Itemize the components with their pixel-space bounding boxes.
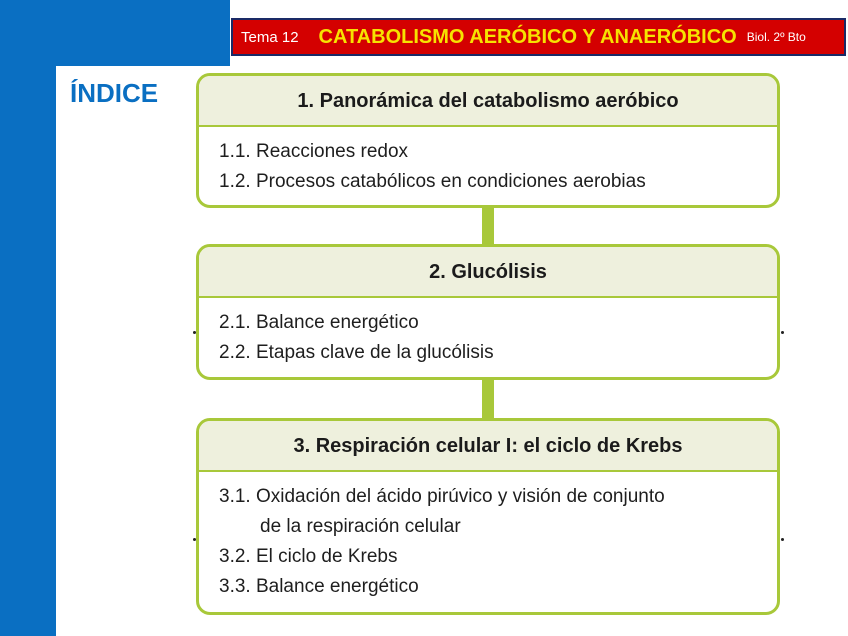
section-item-3-1-cont: de la respiración celular [260,516,461,537]
section-item-1-1: 1.1. Reacciones redox [219,141,409,162]
header-tema: Tema 12 [241,28,299,46]
section-item-1-2: 1.2. Procesos catabólicos en condiciones aerobias [219,171,646,192]
header-bar [231,18,846,56]
header-title: CATABOLISMO AERÓBICO Y ANAERÓBICO [318,25,737,48]
section-box-1 [196,73,780,208]
section-item-3-3: 3.3. Balance energético [219,576,419,597]
connector-1-2 [482,206,494,246]
connector-2-3 [482,378,494,420]
stray-dot [781,331,784,334]
section-item-3-1: 3.1. Oxidación del ácido pirúvico y visión de conjunto [219,486,665,507]
stray-dot [193,331,196,334]
left-blue-bar [0,0,56,636]
section-items-3 [199,472,777,602]
indice-heading: ÍNDICE [70,78,159,108]
section-items-1 [199,127,777,197]
section-title-1: 1. Panorámica del catabolismo aeróbico [199,76,777,127]
section-item-3-2: 3.2. El ciclo de Krebs [219,546,398,567]
stray-dot [781,538,784,541]
section-item-2-2: 2.2. Etapas clave de la glucólisis [219,342,494,363]
section-box-2 [196,244,780,380]
section-item-2-1: 2.1. Balance energético [219,312,419,333]
section-title-2: 2. Glucólisis [199,247,777,298]
section-box-3 [196,418,780,615]
stray-dot [193,538,196,541]
section-items-2 [199,298,777,368]
header-course: Biol. 2º Bto [746,30,806,44]
section-title-3: 3. Respiración celular I: el ciclo de Krebs [199,421,777,472]
top-blue-band [0,0,230,66]
